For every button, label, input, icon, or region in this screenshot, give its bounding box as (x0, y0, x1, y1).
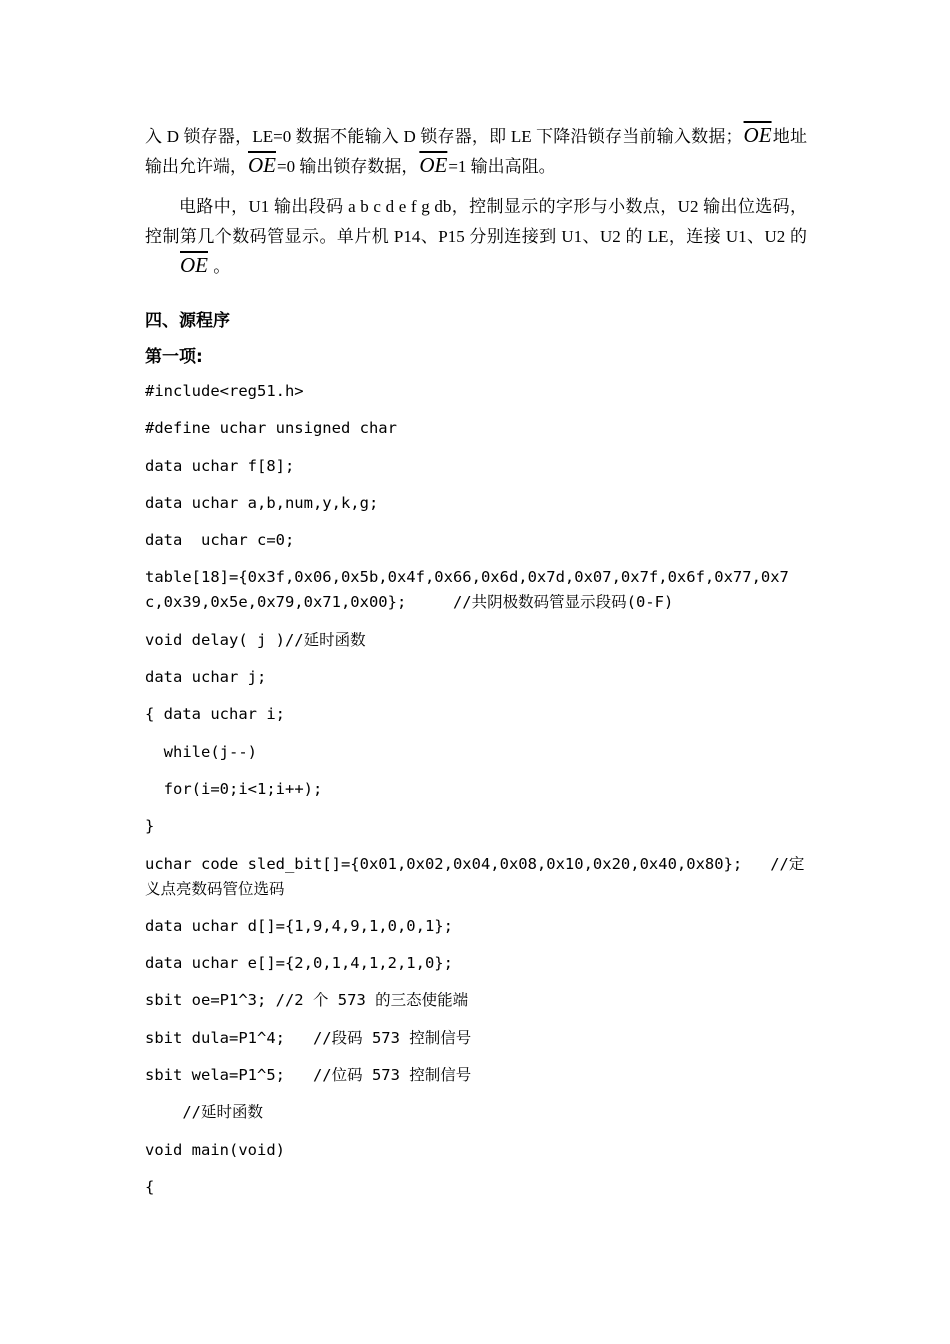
code-line: for(i=0;i<1;i++); (145, 779, 323, 798)
code-line: { data uchar i; (145, 705, 285, 724)
oe-overline-symbol: $\overline{OE}$ (743, 123, 772, 147)
code-line: //延时函数 (145, 1103, 263, 1122)
code-line: data uchar f[8]; (145, 456, 295, 475)
section-heading: 四、源程序 (145, 311, 230, 331)
text-span: =1 输出高阻。 (448, 157, 556, 176)
code-line: void delay( j )//延时函数 (145, 630, 366, 649)
document-body (145, 122, 807, 1212)
text-span: 。 (209, 257, 231, 276)
code-line: data uchar a,b,num,y,k,g; (145, 493, 379, 512)
code-line: sbit dula=P1^4; //段码 573 控制信号 (145, 1028, 472, 1047)
code-line: data uchar c=0; (145, 531, 295, 550)
code-line: sbit oe=P1^3; //2 个 573 的三态使能端 (145, 991, 469, 1010)
code-line: while(j--) (145, 742, 257, 761)
text-span: =0 输出锁存数据， (277, 157, 419, 176)
text-span: 地址输出允许端， (145, 127, 807, 176)
sub-heading: 第一项: (145, 347, 203, 367)
code-line: data uchar j; (145, 668, 267, 687)
oe-overline-symbol: $\overline{OE}$ (419, 153, 448, 177)
oe-overline-symbol: $\overline{OE}$ (248, 153, 276, 177)
paragraph-latch-description (145, 122, 807, 182)
text-span: 入 D 锁存器，LE=0 数据不能输入 D 锁存器，即 LE 下降沿锁存当前输入数据； (145, 127, 743, 146)
code-line: data uchar d[]={1,9,4,9,1,0,0,1}; (145, 916, 453, 935)
code-line: table[18]={0x3f,0x06,0x5b,0x4f,0x66,0x6d,0x7d,0x07,0x7f,0x6f,0x77,0x7c,0x39,0x5e,0x79,0x71,0x00}; //共阴极数码管显示段码(0-F) (145, 568, 789, 612)
paragraph-circuit-description (145, 192, 807, 282)
code-line: #include<reg51.h> (145, 382, 304, 400)
source-code-block (145, 379, 807, 1200)
oe-overline-symbol: $\overline{OE}$ (180, 253, 208, 277)
code-line: } (145, 817, 155, 836)
code-line: uchar code sled_bit[]={0x01,0x02,0x04,0x08,0x10,0x20,0x40,0x80}; //定义点亮数码管位选码 (145, 854, 805, 898)
text-span: 电路中，U1 输出段码 a b c d e f g db，控制显示的字形与小数点，U2 输出位选码，控制第几个数码管显示。单片机 P14、P15 分别连接到 U1、U2 的 LE，连接 U1、U2 的 (145, 197, 807, 246)
code-line: #define uchar unsigned char (145, 419, 397, 438)
code-line: sbit wela=P1^5; //位码 573 控制信号 (145, 1066, 472, 1085)
code-line: void main(void) (145, 1140, 285, 1159)
code-line: { (145, 1177, 155, 1196)
code-line: data uchar e[]={2,0,1,4,1,2,1,0}; (145, 954, 453, 973)
